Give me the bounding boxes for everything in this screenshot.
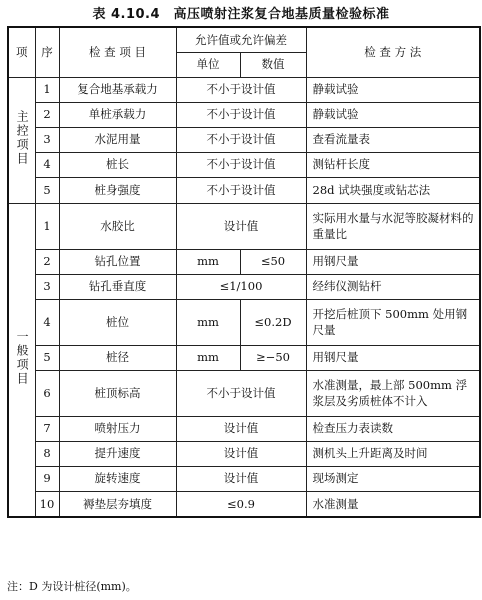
- row-allowance: 设计值: [176, 203, 306, 249]
- row-allowance: 不小于设计值: [176, 102, 306, 127]
- table-caption: 表 4.10.4 高压喷射注浆复合地基质量检验标准: [92, 7, 390, 22]
- row-allowance: 不小于设计值: [176, 77, 306, 102]
- row-seq: 7: [35, 416, 59, 441]
- table-row: [8, 345, 480, 370]
- row-method: 水准测量，最上部 500mm 浮浆层及劣质桩体不计入: [306, 370, 480, 416]
- row-unit: mm: [176, 299, 240, 345]
- row-method: 用钢尺量: [306, 249, 480, 274]
- table-row: [8, 299, 480, 345]
- header-row: [8, 27, 480, 52]
- row-seq: 4: [35, 299, 59, 345]
- table-row: [8, 466, 480, 491]
- table-row: [8, 249, 480, 274]
- row-method: 测机头上升距离及时间: [306, 441, 480, 466]
- row-method: 静载试验: [306, 77, 480, 102]
- row-allowance: 设计值: [176, 416, 306, 441]
- row-seq: 2: [35, 249, 59, 274]
- row-method: 现场测定: [306, 466, 480, 491]
- row-value: ≤50: [240, 249, 306, 274]
- row-item: 褥垫层夯填度: [59, 491, 176, 517]
- row-item: 钻孔垂直度: [59, 274, 176, 299]
- row-seq: 3: [35, 127, 59, 152]
- table-row: [8, 102, 480, 127]
- row-item: 单桩承载力: [59, 102, 176, 127]
- row-item: 桩长: [59, 152, 176, 177]
- table-row: [8, 77, 480, 102]
- table-row: [8, 370, 480, 416]
- row-unit: mm: [176, 249, 240, 274]
- header-seq: 序: [35, 27, 59, 77]
- row-allowance: 设计值: [176, 441, 306, 466]
- row-method: 静载试验: [306, 102, 480, 127]
- row-seq: 9: [35, 466, 59, 491]
- row-item: 水泥用量: [59, 127, 176, 152]
- quality-standard-table: [7, 26, 481, 518]
- row-seq: 6: [35, 370, 59, 416]
- row-method: 开挖后桩顶下 500mm 处用钢尺量: [306, 299, 480, 345]
- row-method: 经纬仪测钻杆: [306, 274, 480, 299]
- row-item: 喷射压力: [59, 416, 176, 441]
- row-allowance: ≤0.9: [176, 491, 306, 517]
- row-unit: mm: [176, 345, 240, 370]
- row-value: ≥−50: [240, 345, 306, 370]
- row-allowance: 不小于设计值: [176, 177, 306, 203]
- row-method: 用钢尺量: [306, 345, 480, 370]
- table-row: [8, 177, 480, 203]
- header-unit: 单位: [176, 52, 240, 77]
- row-seq: 1: [35, 203, 59, 249]
- row-method: 检查压力表读数: [306, 416, 480, 441]
- main-group-label: 主控项目: [8, 77, 35, 203]
- row-item: 旋转速度: [59, 466, 176, 491]
- row-method: 测钻杆长度: [306, 152, 480, 177]
- table-row: [8, 416, 480, 441]
- row-seq: 10: [35, 491, 59, 517]
- row-method: 查看流量表: [306, 127, 480, 152]
- header-value: 数值: [240, 52, 306, 77]
- row-seq: 5: [35, 177, 59, 203]
- row-value: ≤0.2D: [240, 299, 306, 345]
- header-category: 项: [8, 27, 35, 77]
- table-row: [8, 203, 480, 249]
- table-row: [8, 441, 480, 466]
- table-note: 注：D 为设计桩径(mm)。: [7, 580, 137, 593]
- table-row: [8, 491, 480, 517]
- table-row: [8, 274, 480, 299]
- row-item: 水胶比: [59, 203, 176, 249]
- row-item: 提升速度: [59, 441, 176, 466]
- row-allowance: 不小于设计值: [176, 127, 306, 152]
- row-seq: 2: [35, 102, 59, 127]
- row-allowance: 不小于设计值: [176, 370, 306, 416]
- table-row: [8, 152, 480, 177]
- row-item: 桩径: [59, 345, 176, 370]
- header-item: 检 查 项 目: [59, 27, 176, 77]
- header-allowance: 允许值或允许偏差: [176, 27, 306, 52]
- row-method: 28d 试块强度或钻芯法: [306, 177, 480, 203]
- row-item: 钻孔位置: [59, 249, 176, 274]
- row-seq: 1: [35, 77, 59, 102]
- row-seq: 5: [35, 345, 59, 370]
- row-allowance: 设计值: [176, 466, 306, 491]
- row-seq: 8: [35, 441, 59, 466]
- row-seq: 4: [35, 152, 59, 177]
- row-allowance: ≤1/100: [176, 274, 306, 299]
- header-method: 检 查 方 法: [306, 27, 480, 77]
- row-seq: 3: [35, 274, 59, 299]
- row-method: 水准测量: [306, 491, 480, 517]
- row-item: 桩顶标高: [59, 370, 176, 416]
- general-group-label: 一般项目: [8, 203, 35, 517]
- row-item: 桩身强度: [59, 177, 176, 203]
- row-method: 实际用水量与水泥等胶凝材料的重量比: [306, 203, 480, 249]
- row-allowance: 不小于设计值: [176, 152, 306, 177]
- table-row: [8, 127, 480, 152]
- row-item: 复合地基承载力: [59, 77, 176, 102]
- row-item: 桩位: [59, 299, 176, 345]
